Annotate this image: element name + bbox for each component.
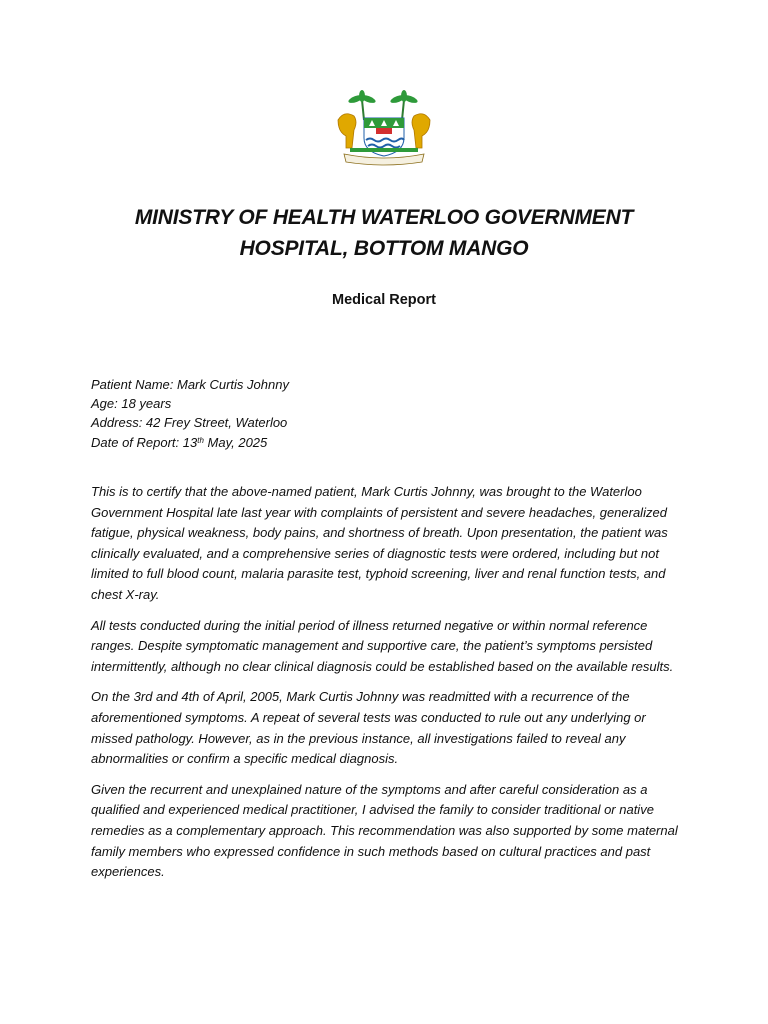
report-date-prefix: Date of Report: 13 [91,434,198,450]
paragraph-2: All tests conducted during the initial period of illness returned negative or within normal reference ranges. Despite symptomatic management and supportive care, the patient’s symptoms persisted intermittently, although no clear clinical diagnosis could be established based on the available results. [91,617,674,674]
title-line-2: HOSPITAL, BOTTOM MANGO [239,237,529,260]
report-subtitle: Medical Report [332,292,436,308]
paragraph-1: This is to certify that the above-named patient, Mark Curtis Johnny, was brought to the Waterloo Government Hospital late last year with complaints of persistent and severe headaches, generalized fatigue, physical weakness, body pains, and shortness of breath. Upon presentation, the patient was clinically evaluated, and a comprehensive series of diagnostic tests were ordered, including but not limited to full blood count, malaria parasite test, typhoid screening, liver and renal function tests, and chest X-ray. [91,484,668,602]
coat-of-arms-icon [330,90,438,166]
title-line-1: MINISTRY OF HEALTH WATERLOO GOVERNMENT [134,206,634,229]
document-title [60,202,708,264]
paragraph-3: On the 3rd and 4th of April, 2005, Mark Curtis Johnny was readmitted with a recurrence of the aforementioned symptoms. A repeat of several tests was conducted to rule out any underlying or missed pathology. However, as in the previous instance, all investigations failed to reveal any abnormalities or confirm a specific medical diagnosis. [91,689,646,767]
report-date-rest: May, 2025 [203,434,268,450]
patient-address: Address: 42 Frey Street, Waterloo [91,415,288,431]
patient-name: Patient Name: Mark Curtis Johnny [91,377,289,392]
paragraph-4: Given the recurrent and unexplained nature of the symptoms and after careful consideration as a qualified and experienced medical practitioner, I advised the family to consider traditional or native remedies as a complementary approach. This recommendation was also supported by some maternal family members who expressed confidence in such methods based on cultural practices and past experiences. [91,781,678,880]
patient-age: Age: 18 years [91,396,172,412]
patient-details [91,375,289,452]
report-date [91,433,289,452]
report-date-suffix: th [197,435,204,445]
report-body [91,482,681,893]
